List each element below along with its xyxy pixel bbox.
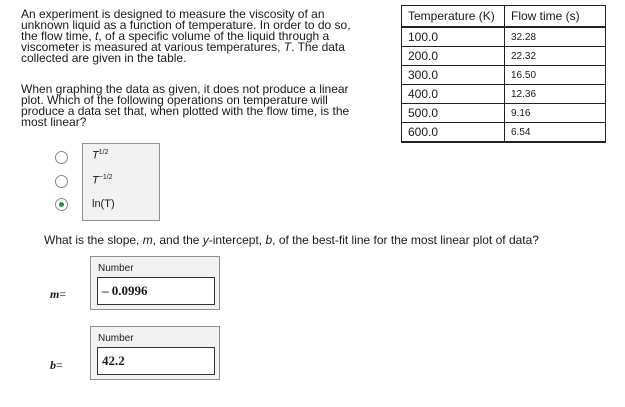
slope-input[interactable]: – 0.0996 [97,277,215,305]
question-line: plot. Which of the following operations on temperature will [21,93,328,107]
flow-time-cell: 22.32 [505,47,606,66]
temperature-cell: 100.0 [402,27,505,47]
followup-question: What is the slope, m, and the y-intercept, b, of the best-fit line for the most linear plot of data? [44,233,539,247]
intro-line: viscometer is measured at various temperatures, T. The data [21,40,345,54]
problem-question [21,84,349,128]
flow-time-cell: 16.50 [505,66,606,85]
temperature-cell: 600.0 [402,123,505,143]
question-line: most linear? [21,115,87,129]
table-row [402,104,606,123]
intro-line: the flow time, t, of a specific volume of the liquid through a [21,29,330,43]
header-flow-time: Flow time (s) [505,6,606,28]
slope-number-label: Number [98,263,134,274]
temperature-cell: 300.0 [402,66,505,85]
table-row [402,27,606,47]
flow-time-cell: 12.36 [505,85,606,104]
temperature-cell: 500.0 [402,104,505,123]
intro-line: unknown liquid as a function of temperature. In order to do so, [21,18,351,32]
intro-line: An experiment is designed to measure the viscosity of an [21,7,325,21]
table-header-row [402,6,606,28]
radio-option-3[interactable] [55,198,68,211]
option-label-1[interactable]: $T^{1/2}$ [92,149,109,162]
question-line: produce a data set that, when plotted with the flow time, is the [21,104,350,118]
question-line: When graphing the data as given, it does not produce a linear [21,82,349,96]
flow-time-cell: 32.28 [505,27,606,47]
table-row [402,47,606,66]
temperature-cell: 400.0 [402,85,505,104]
problem-intro [21,9,351,64]
header-temperature: Temperature (K) [402,6,505,28]
intercept-answer-box [90,326,220,380]
slope-answer-box [90,256,220,310]
data-table [401,5,606,143]
table-row [402,123,606,143]
slope-variable-label: m= [50,287,67,301]
radio-option-2[interactable] [55,175,68,188]
table-row [402,85,606,104]
intercept-number-label: Number [98,333,134,344]
flow-time-cell: 9.16 [505,104,606,123]
option-label-2[interactable]: $T^{-1/2}$ [92,174,113,187]
radio-option-1[interactable] [55,151,68,164]
flow-time-cell: 6.54 [505,123,606,143]
intro-line: collected are given in the table. [21,51,187,65]
choice-box [82,143,160,221]
table-row [402,66,606,85]
intercept-input[interactable]: 42.2 [97,347,215,375]
temperature-cell: 200.0 [402,47,505,66]
intercept-variable-label: b= [50,358,63,372]
option-label-3[interactable]: ln(T) [92,198,115,210]
